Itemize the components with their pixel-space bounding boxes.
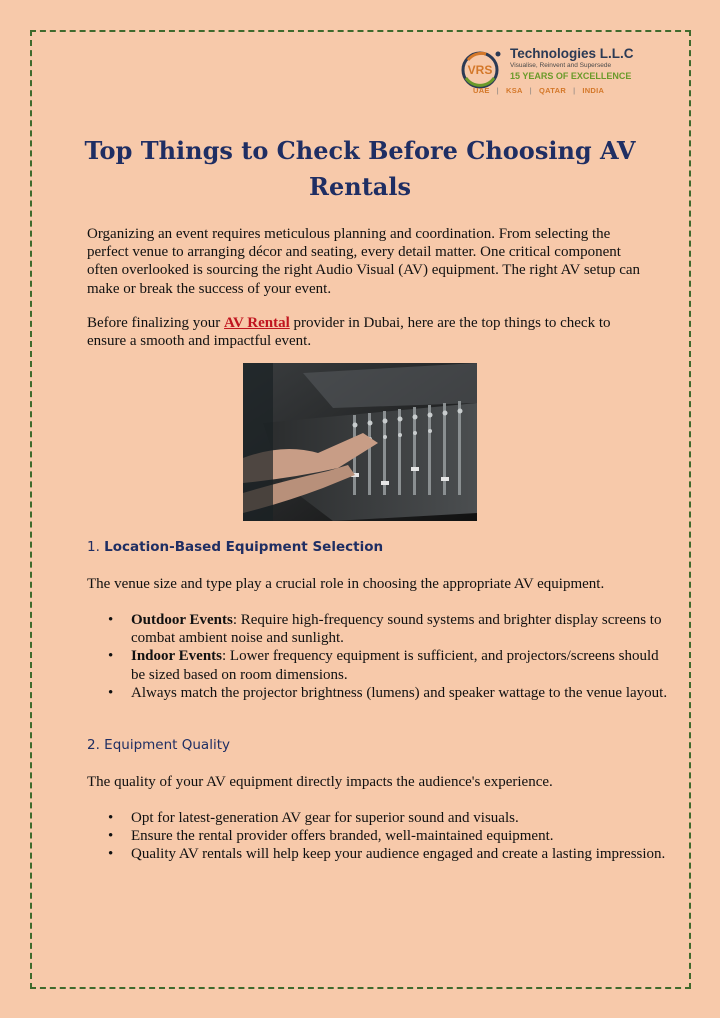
section-1-heading: 1. Location-Based Equipment Selection bbox=[87, 539, 384, 555]
region-ksa: KSA bbox=[506, 86, 523, 95]
logo-mark-text: VRS bbox=[467, 63, 493, 77]
region-india: INDIA bbox=[582, 86, 605, 95]
intro-paragraph: Organizing an event requires meticulous planning and coordination. From selecting the perfect venue to arranging décor and seating, every detail matter. One critical component often overlooked is sourcing the right Audio Visual (AV) equipment. The right AV setup can make or break the success of your event. bbox=[87, 226, 641, 297]
logo-years-badge: 15 YEARS OF EXCELLENCE bbox=[510, 71, 632, 81]
region-qatar: QATAR bbox=[539, 86, 567, 95]
section-2-intro: The quality of your AV equipment directly impacts the audience's experience. bbox=[87, 774, 553, 790]
company-logo bbox=[456, 44, 656, 100]
av-rental-link[interactable]: AV Rental bbox=[224, 315, 290, 331]
lead-paragraph: Before finalizing your AV Rental provider in Dubai, here are the top things to check to ensure a smooth and impactful event. bbox=[87, 315, 611, 350]
audio-mixing-console-icon bbox=[243, 363, 477, 521]
page-title: Top Things to Check Before Choosing AV Rentals bbox=[84, 136, 636, 201]
list-item: • Quality AV rentals will help keep your audience engaged and create a lasting impression. bbox=[131, 845, 671, 863]
mixing-console-image bbox=[243, 363, 477, 521]
section-2-heading: 2. Equipment Quality bbox=[87, 737, 230, 753]
list-item: • Opt for latest-generation AV gear for superior sound and visuals. bbox=[131, 809, 671, 827]
vrs-globe-icon bbox=[456, 48, 504, 90]
list-item: • Ensure the rental provider offers branded, well-maintained equipment. bbox=[131, 827, 671, 845]
list-item: • Outdoor Events: Require high-frequency sound systems and brighter display screens to combat ambient noise and sunlight. bbox=[131, 611, 671, 647]
section-1-list bbox=[87, 611, 671, 702]
logo-company-name: Technologies L.L.C bbox=[510, 46, 634, 61]
logo-tagline: Visualise, Reinvent and Supersede bbox=[510, 62, 612, 69]
list-item: • Always match the projector brightness (lumens) and speaker wattage to the venue layout. bbox=[131, 684, 671, 702]
section-1-intro: The venue size and type play a crucial role in choosing the appropriate AV equipment. bbox=[87, 576, 605, 592]
logo-regions: UAE | KSA | QATAR | INDIA bbox=[473, 86, 605, 95]
region-uae: UAE bbox=[473, 86, 490, 95]
section-2-list bbox=[87, 809, 671, 864]
list-item: • Indoor Events: Lower frequency equipment is sufficient, and projectors/screens should be sized based on room dimensions. bbox=[131, 647, 671, 683]
